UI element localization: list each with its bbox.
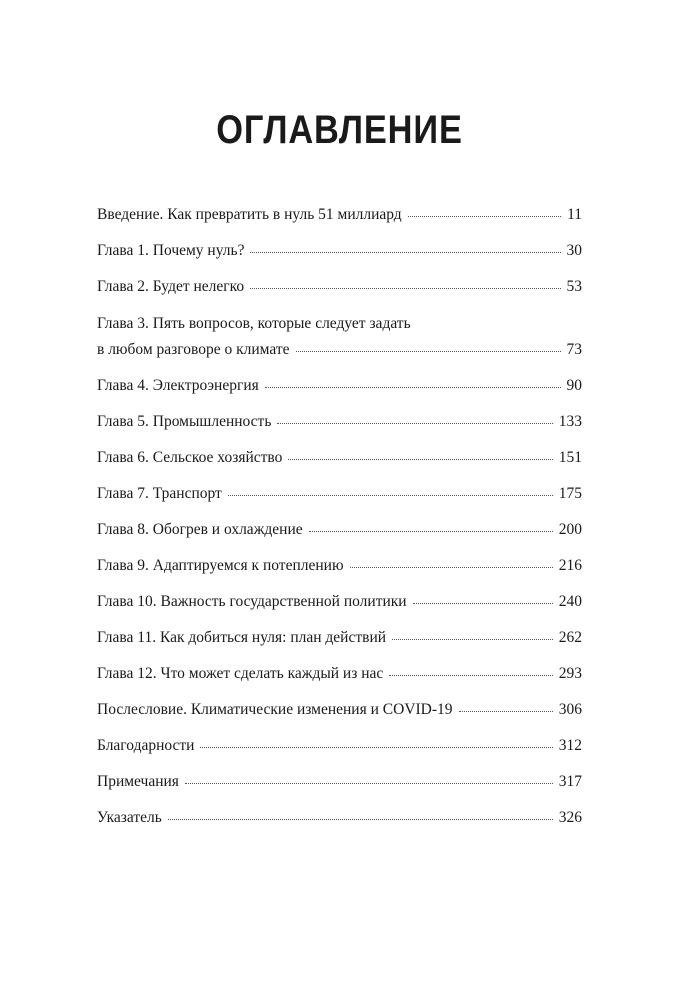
dot-leader xyxy=(168,819,553,820)
page-title: ОГЛАВЛЕНИЕ xyxy=(216,108,463,152)
toc-entry-page: 240 xyxy=(558,593,582,610)
toc-entry-page: 326 xyxy=(558,809,582,826)
toc-entry-page: 73 xyxy=(566,341,582,358)
toc-entry-title: Глава 9. Адаптируемся к потеплению xyxy=(97,557,344,574)
dot-leader xyxy=(250,252,560,253)
toc-entry-title: Благодарности xyxy=(97,737,195,754)
toc-entry xyxy=(97,557,582,579)
toc-entry-title-line1: Глава 3. Пять вопросов, которые следует задать xyxy=(97,315,411,332)
toc-entry xyxy=(97,206,582,228)
toc-entry-page: 306 xyxy=(558,701,582,718)
toc-entry xyxy=(97,413,582,435)
toc-entry-title: Глава 5. Промышленность xyxy=(97,413,272,430)
dot-leader xyxy=(459,711,553,712)
dot-leader xyxy=(265,387,561,388)
toc-entry-title: Глава 11. Как добиться нуля: план действий xyxy=(97,629,387,646)
toc-entry-title: Глава 8. Обогрев и охлаждение xyxy=(97,521,303,538)
toc-entry xyxy=(97,701,582,723)
dot-leader xyxy=(250,288,560,289)
toc-entry-title: Указатель xyxy=(97,809,162,826)
toc-entry-page: 133 xyxy=(558,413,582,430)
toc-entry-page: 216 xyxy=(558,557,582,574)
toc-entry-page: 53 xyxy=(566,278,582,295)
toc-entry-page: 175 xyxy=(558,485,582,502)
dot-leader xyxy=(389,675,552,676)
toc-entry-title: Примечания xyxy=(97,773,179,790)
toc-entry-title: Глава 6. Сельское хозяйство xyxy=(97,449,283,466)
dot-leader xyxy=(228,495,553,496)
dot-leader xyxy=(408,216,561,217)
toc-entry xyxy=(97,737,582,759)
dot-leader xyxy=(277,423,552,424)
toc-entry-title: Послесловие. Климатические изменения и COVID-19 xyxy=(97,701,453,718)
dot-leader xyxy=(200,747,552,748)
toc-entry-page: 90 xyxy=(566,377,582,394)
toc-entry-page: 293 xyxy=(558,665,582,682)
toc-entry xyxy=(97,278,582,300)
toc-entry-page: 11 xyxy=(567,206,582,223)
toc-entry-page: 151 xyxy=(558,449,582,466)
toc-entry xyxy=(97,449,582,471)
toc-entry xyxy=(97,629,582,651)
toc-entry-title: Глава 10. Важность государственной политики xyxy=(97,593,407,610)
dot-leader xyxy=(309,531,553,532)
toc-entry-page: 317 xyxy=(558,773,582,790)
toc-entry-title: в любом разговоре о климате xyxy=(97,341,290,358)
toc-entry xyxy=(97,521,582,543)
dot-leader xyxy=(185,783,553,784)
toc-entry-title: Глава 1. Почему нуль? xyxy=(97,242,245,259)
toc-entry xyxy=(97,377,582,399)
toc-entry-title: Глава 2. Будет нелегко xyxy=(97,278,245,295)
toc-entry-page: 30 xyxy=(566,242,582,259)
dot-leader xyxy=(413,603,553,604)
toc-entry xyxy=(97,242,582,264)
toc-entry-title: Глава 4. Электроэнергия xyxy=(97,377,259,394)
toc-entry-title: Глава 12. Что может сделать каждый из нас xyxy=(97,665,384,682)
dot-leader xyxy=(392,639,553,640)
toc-entry xyxy=(97,593,582,615)
toc-entry-page: 312 xyxy=(558,737,582,754)
toc-entry xyxy=(97,485,582,507)
dot-leader xyxy=(350,567,553,568)
toc-entry-page: 262 xyxy=(558,629,582,646)
toc-entry xyxy=(97,665,582,687)
toc-entry xyxy=(97,809,582,831)
toc-entry-page: 200 xyxy=(558,521,582,538)
toc-entry xyxy=(97,773,582,795)
toc-entry-title: Глава 7. Транспорт xyxy=(97,485,222,502)
toc-entry-title: Введение. Как превратить в нуль 51 миллиард xyxy=(97,206,402,223)
toc-entry xyxy=(97,341,582,363)
dot-leader xyxy=(288,459,552,460)
dot-leader xyxy=(296,351,561,352)
